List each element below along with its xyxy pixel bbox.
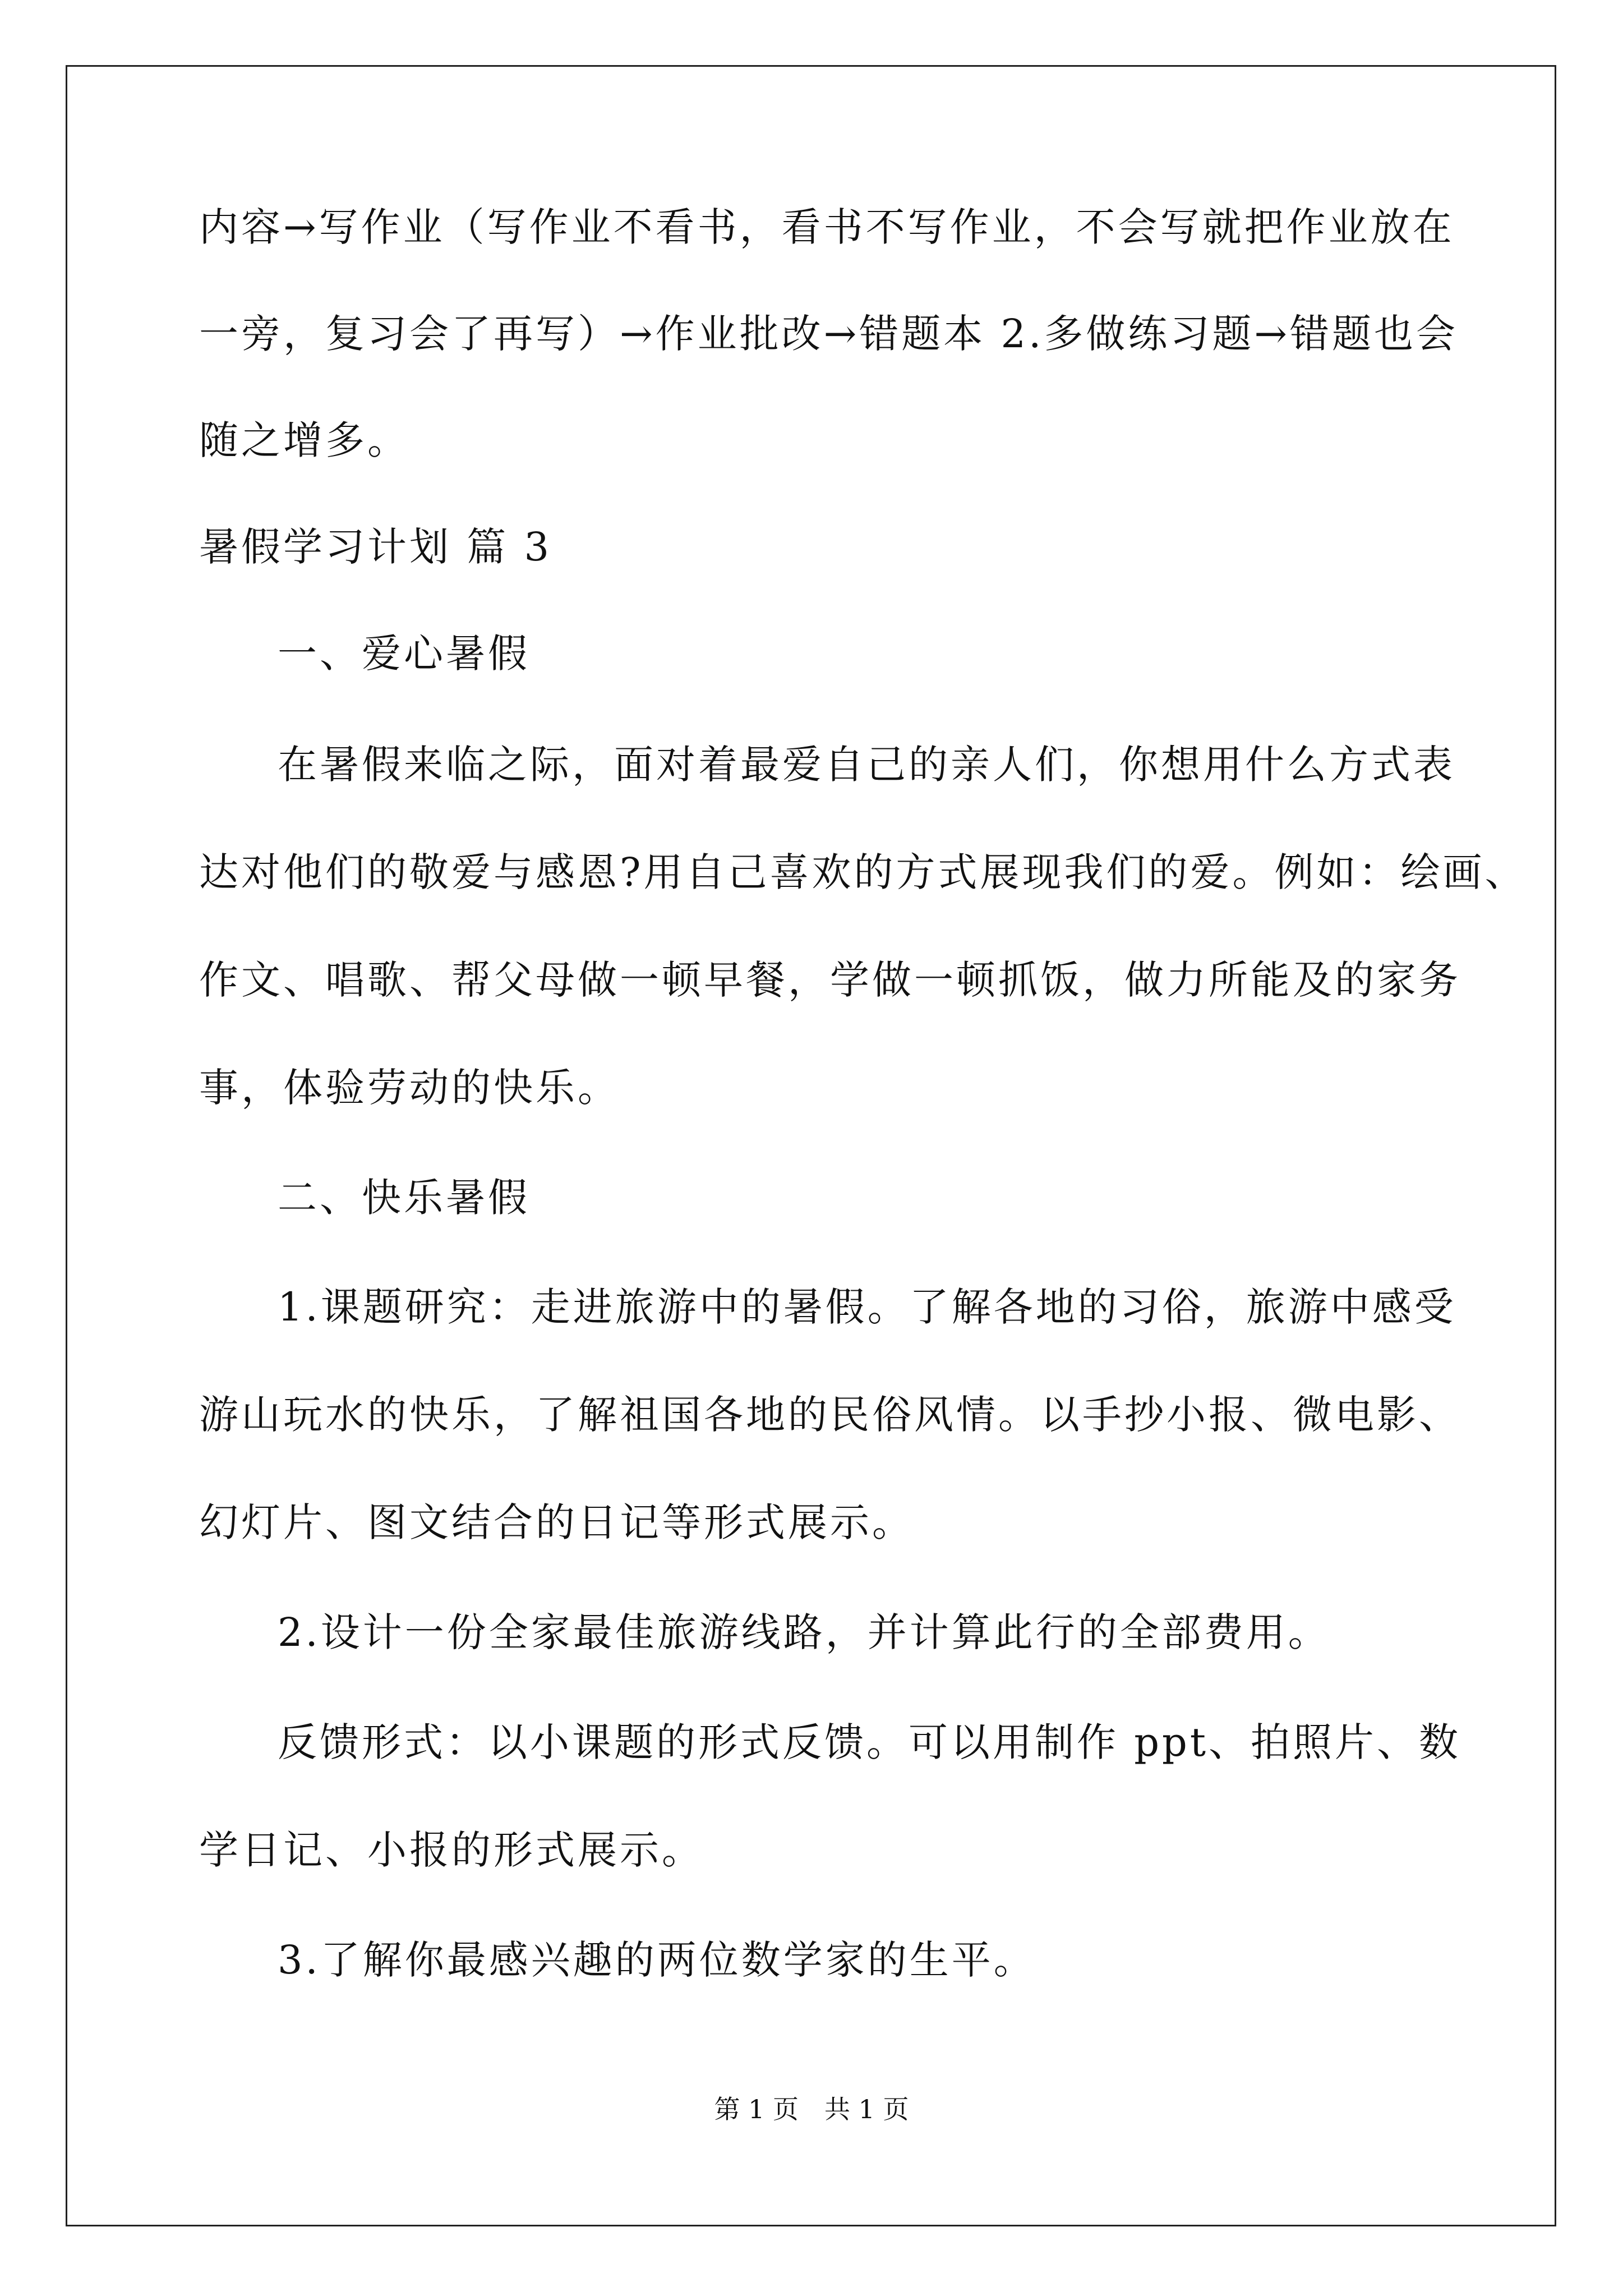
page-border — [66, 65, 1556, 2226]
body-line: 达对他们的敬爱与感恩?用自己喜欢的方式展现我们的爱。例如：绘画、 — [199, 849, 1527, 895]
body-line: 幻灯片、图文结合的日记等形式展示。 — [199, 1499, 914, 1545]
page-footer: 第 1 页 共 1 页 — [714, 2094, 909, 2124]
body-line: 1.课题研究：走进旅游中的暑假。了解各地的习俗，旅游中感受 — [278, 1284, 1456, 1330]
body-line: 游山玩水的快乐，了解祖国各地的民俗风情。以手抄小报、微电影、 — [199, 1392, 1461, 1438]
body-line: 3.了解你最感兴趣的两位数学家的生平。 — [278, 1937, 1036, 1983]
body-line: 事，体验劳动的快乐。 — [199, 1065, 620, 1111]
section-heading: 暑假学习计划 篇 3 — [199, 524, 552, 570]
body-line: 随之增多。 — [199, 417, 409, 463]
body-line: 在暑假来临之际，面对着最爱自己的亲人们，你想用什么方式表 — [278, 742, 1455, 788]
body-line: 学日记、小报的形式展示。 — [199, 1827, 704, 1873]
body-line: 2.设计一份全家最佳旅游线路，并计算此行的全部费用。 — [278, 1609, 1330, 1655]
body-line: 内容→写作业（写作业不看书，看书不写作业，不会写就把作业放在 — [199, 204, 1455, 250]
subheading: 一、爱心暑假 — [278, 631, 530, 677]
body-line: 作文、唱歌、帮父母做一顿早餐，学做一顿抓饭，做力所能及的家务 — [199, 957, 1461, 1003]
body-line: 一旁，复习会了再写）→作业批改→错题本 2.多做练习题→错题也会 — [199, 311, 1458, 357]
subheading: 二、快乐暑假 — [278, 1175, 530, 1221]
body-line: 反馈形式：以小课题的形式反馈。可以用制作 ppt、拍照片、数 — [278, 1719, 1461, 1765]
